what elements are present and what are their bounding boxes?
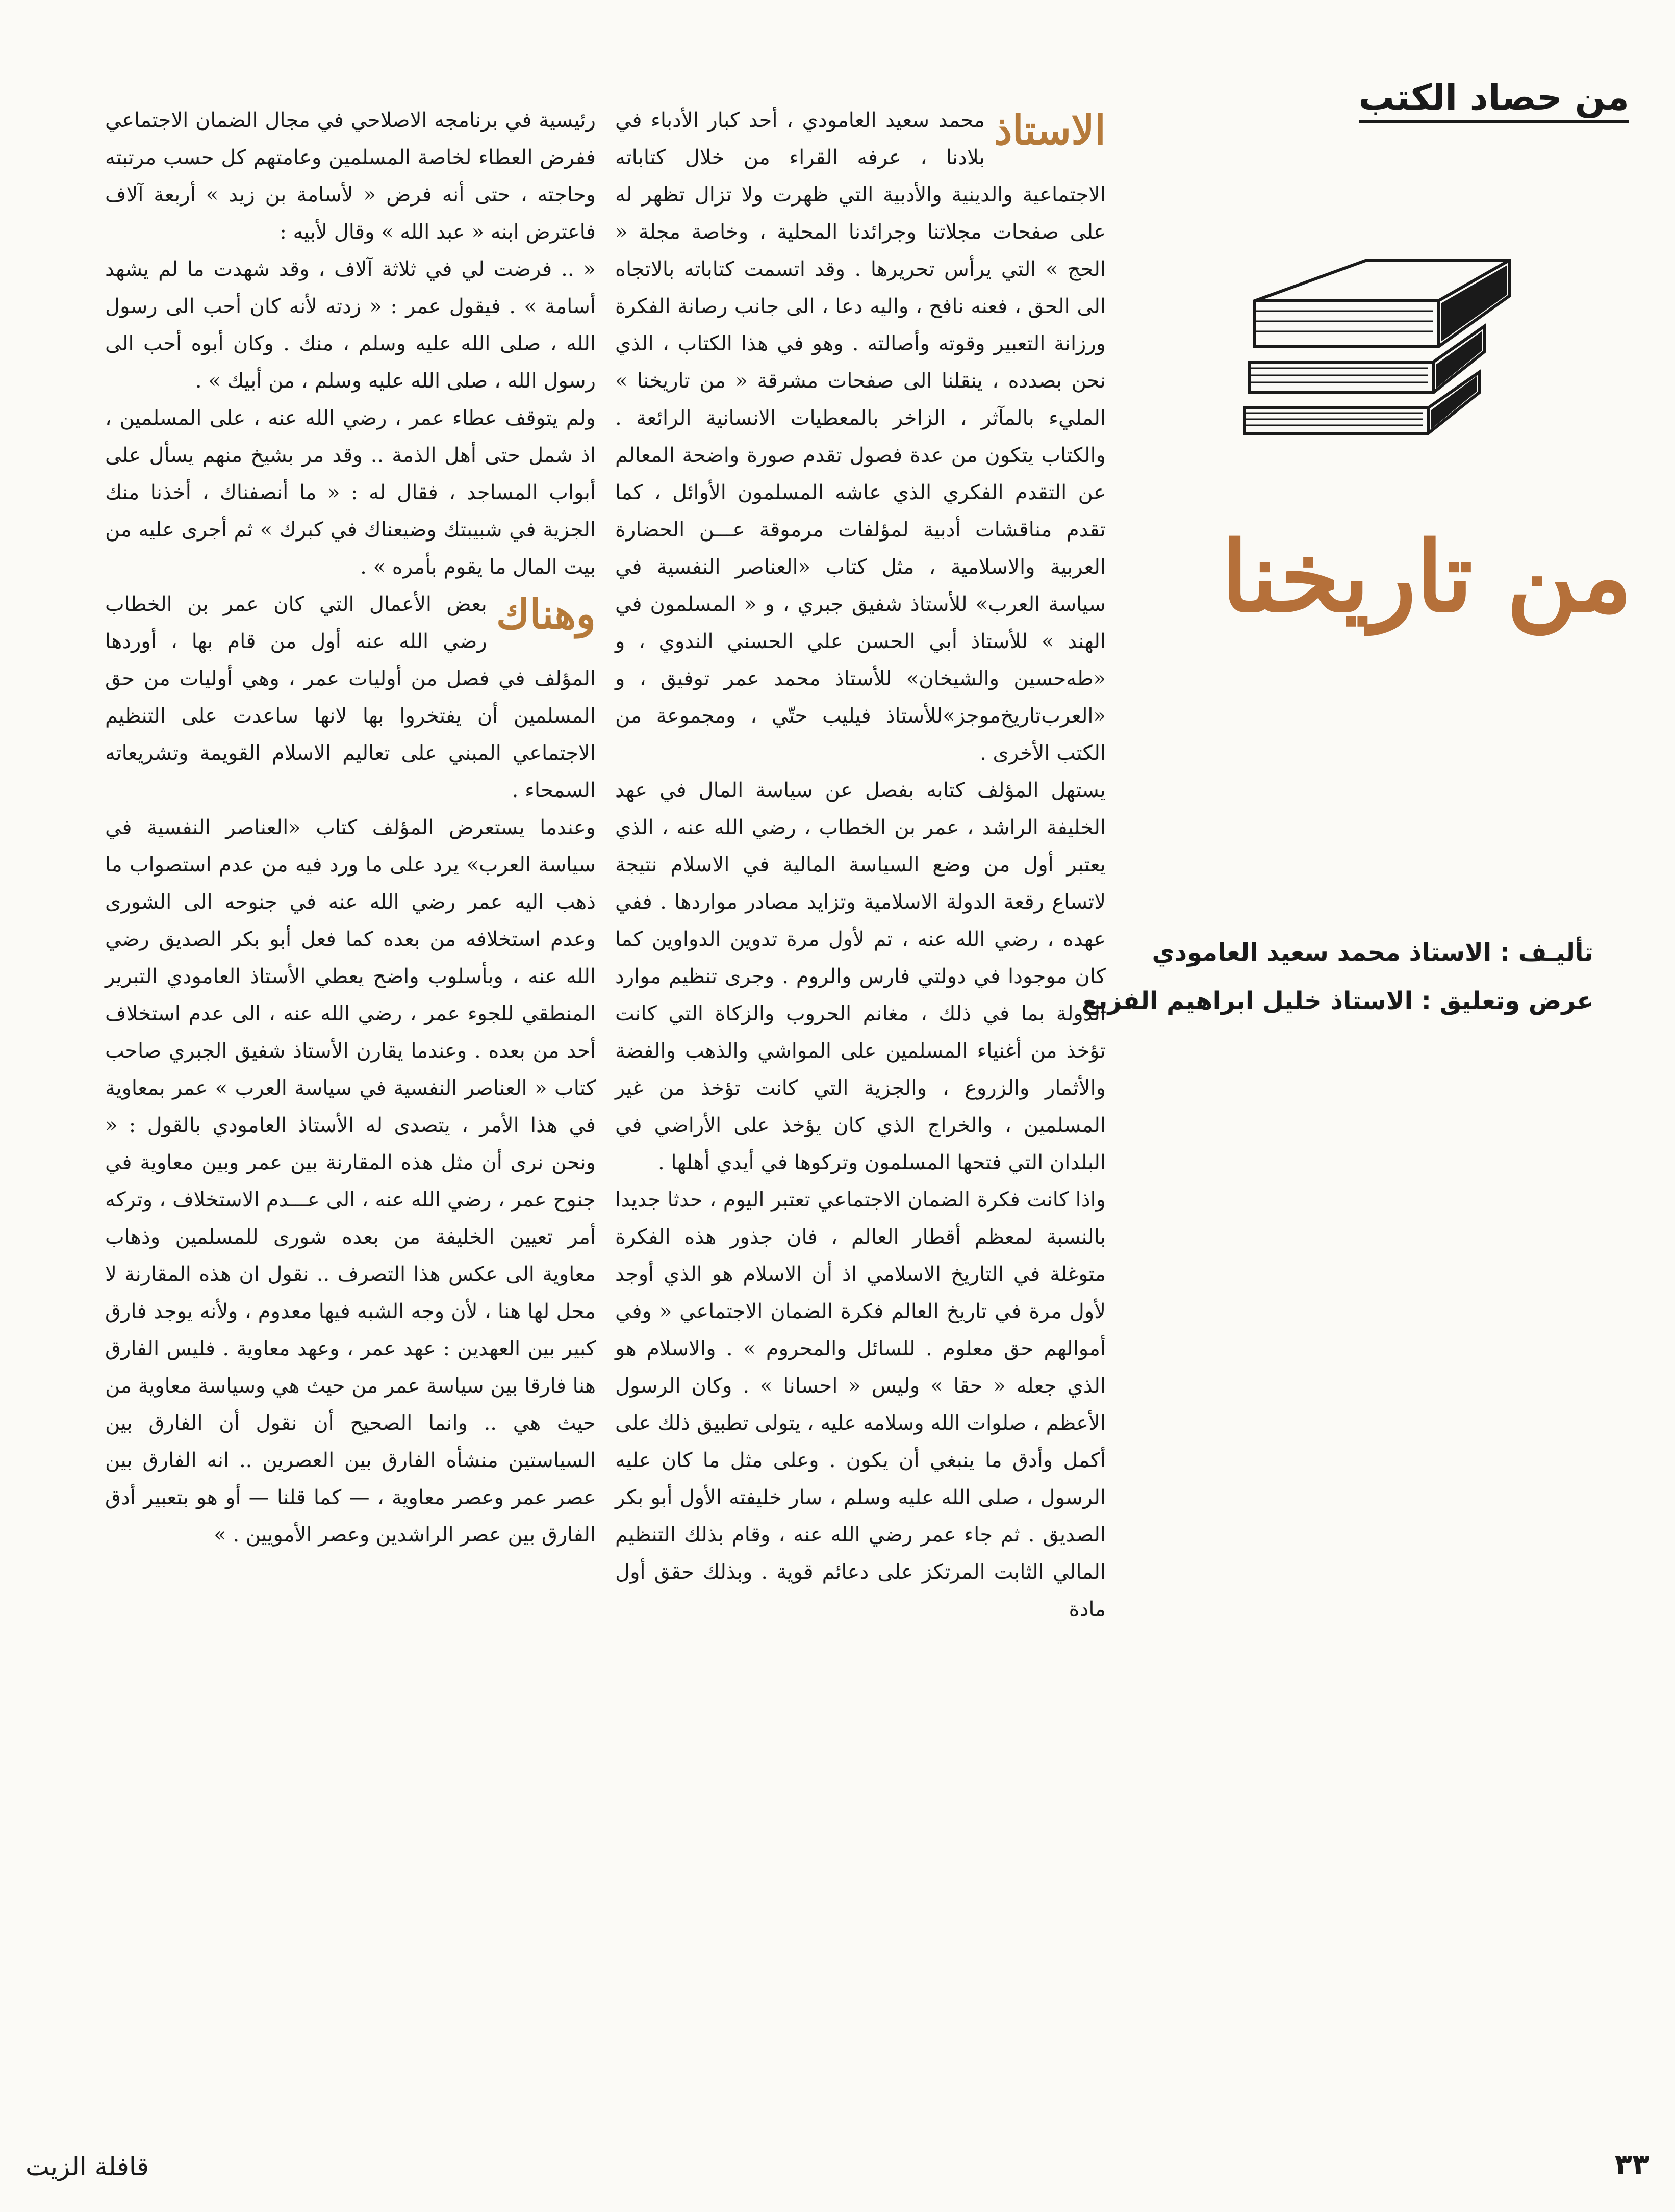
lead-word-ustadh: الاستاذ	[994, 106, 1106, 154]
series-title: من تاريخنا	[1221, 520, 1632, 634]
stacked-books-icon	[1234, 240, 1520, 454]
article-paragraph: واذا كانت فكرة الضمان الاجتماعي تعتبر اليوم ، حدثا جديدا بالنسبة لمعظم أقطار العالم ، فان جذور هذه الفكرة متوغلة في التاريخ الاسلامي اذ أن الاسلام هو الذي أوجد لأول مرة في تاريخ العالم فكرة الضمان الاجتماعي « وفي أموالهم حق معلوم . للسائل والمحروم » . والاسلام هو الذي جعله « حقا » وليس « احسانا » . وكان الرسول الأعظم ، صلوات الله وسلامه عليه ، يتولى تطبيق ذلك على أكمل وأدق ما ينبغي أن يكون . وعلى مثل ما كان عليه الرسول ، صلى الله عليه وسلم ، سار خليفته الأول أبو بكر الصديق . ثم جاء عمر رضي الله عنه ، وقام بذلك التنظيم المالي الثابت المرتكز على دعائم قوية . وبذلك حقق أول مادة	[615, 1188, 1106, 1621]
article-paragraph: « .. فرضت لي في ثلاثة آلاف ، وقد شهدت ما لم يشهد أسامة » . فيقول عمر : « زدته لأنه كان أحب الى رسول الله ، صلى الله عليه وسلم ، منك . وكان أبوه أحب الى رسول الله ، صلى الله عليه وسلم ، من أبيك » .	[105, 258, 596, 393]
article-paragraph: بعض الأعمال التي كان عمر بن الخطاب رضي الله عنه أول من قام بها ، أوردها المؤلف في فصل من أوليات عمر ، وهي أوليات من حق المسلمين أن يفتخروا بها لانها ساعدت على التنظيم الاجتماعي المبني على تعاليم الاسلام القويمة وتشريعاته السمحاء .	[105, 593, 596, 802]
lead-word-wahunak: وهناك	[496, 590, 596, 638]
article-paragraph: محمد سعيد العامودي ، أحد كبار الأدباء في بلادنا ، عرفه القراء من خلال كتاباته الاجتماعية والدينية والأدبية التي ظهرت ولا تزال تظهر له على صفحات مجلاتنا وجرائدنا المحلية ، وخاصة مجلة « الحج » التي يرأس تحريرها . وقد اتسمت كتاباته بالاتجاه الى الحق ، فعنه نافح ، واليه دعا ، الى جانب رصانة الفكرة ورزانة التعبير وقوته وأصالته . وهو في هذا الكتاب ، الذي نحن بصدده ، ينقلنا الى صفحات مشرقة « من تاريخنا » المليء بالمآثر ، الزاخر بالمعطيات الانسانية الرائعة . والكتاب يتكون من عدة فصول تقدم صورة واضحة المعالم عن التقدم الفكري الذي عاشه المسلمون الأوائل ، كما تقدم مناقشات أدبية لمؤلفات مرموقة عـــن الحضارة العربية والاسلامية ، مثل كتاب «العناصر النفسية في سياسة العرب» للأستاذ شفيق جبري ، و « المسلمون في الهند » للأستاذ أبي الحسن علي الحسني الندوي ، و «طه‌حسين والشيخان» للأستاذ محمد عمر توفيق ، و «العرب‌تاريخ‌موجز»للأستاذ فيليب حتّي ، ومجموعة من الكتب الأخرى .	[615, 109, 1106, 765]
article-column-middle	[615, 102, 1106, 2101]
article-paragraph: يستهل المؤلف كتابه بفصل عن سياسة المال في عهد الخليفة الراشد ، عمر بن الخطاب ، رضي الله عنه ، الذي يعتبر أول من وضع السياسة المالية في الاسلام نتيجة لاتساع رقعة الدولة الاسلامية وتزايد مصادر مواردها . ففي عهده ، رضي الله عنه ، تم لأول مرة تدوين الدواوين كما كان موجودا في دولتي فارس والروم . وجرى تنظيم موارد الدولة بما في ذلك ، مغانم الحروب والزكاة التي كانت تؤخذ من أغنياء المسلمين على المواشي والذهب والفضة والأثمار والزروع ، والجزية التي كانت تؤخذ من غير المسلمين ، والخراج الذي كان يؤخذ على الأراضي في البلدان التي فتحها المسلمون وتركوها في أيدي أهلها .	[615, 779, 1106, 1174]
article-paragraph: ولم يتوقف عطاء عمر ، رضي الله عنه ، على المسلمين ، اذ شمل حتى أهل الذمة .. وقد مر بشيخ منهم يسأل على أبواب المساجد ، فقال له : « ما أنصفناك ، أخذنا منك الجزية في شبيبتك وضيعناك في كبرك » ثم أجرى عليه من بيت المال ما يقوم بأمره » .	[105, 406, 596, 579]
section-label: من حصاد الكتب	[1359, 76, 1629, 123]
article-column-left	[105, 102, 596, 2101]
magazine-name: قافلة الزيت	[26, 2152, 149, 2181]
article-paragraph: رئيسية في برنامجه الاصلاحي في مجال الضمان الاجتماعي ففرض العطاء لخاصة المسلمين وعامتهم كل حسب مرتبته وحاجته ، حتى أنه فرض « لأسامة بن زيد » أربعة آلاف فاعترض ابنه « عبد الله » وقال لأبيه :	[105, 109, 596, 244]
author-credit: تأليـف : الاستاذ محمد سعيد العامودي	[1152, 938, 1593, 967]
reviewer-credit: عرض وتعليق : الاستاذ خليل ابراهيم الفزيع	[1081, 987, 1593, 1015]
page-number: ٣٣	[1614, 2148, 1649, 2181]
article-paragraph: وعندما يستعرض المؤلف كتاب «العناصر النفسية في سياسة العرب» يرد على ما ورد فيه من عدم استصواب ما ذهب اليه عمر رضي الله عنه في جنوحه الى الشورى وعدم استخلافه من بعده كما فعل أبو بكر الصديق رضي الله عنه ، وبأسلوب واضح يعطي الأستاذ العامودي التبرير المنطقي للجوء عمر ، رضي الله عنه ، الى عدم استخلاف أحد من بعده . وعندما يقارن الأستاذ شفيق الجبري صاحب كتاب « العناصر النفسية في سياسة العرب » عمر بمعاوية في هذا الأمر ، يتصدى له الأستاذ العامودي بالقول : « ونحن نرى أن مثل هذه المقارنة بين عمر وبين معاوية في جنوح عمر ، رضي الله عنه ، الى عـــدم الاستخلاف ، وتركه أمر تعيين الخليفة من بعده شورى للمسلمين وذهاب معاوية الى عكس هذا التصرف .. نقول ان هذه المقارنة لا محل لها هنا ، لأن وجه الشبه فيها معدوم ، ولأنه يوجد فارق كبير بين العهدين : عهد عمر ، وعهد معاوية . فليس الفارق هنا فارقا بين سياسة عمر من حيث هي وسياسة معاوية من حيث هي .. وانما الصحيح أن نقول أن الفارق بين السياستين منشأه الفارق بين العصرين .. انه الفارق بين عصر عمر وعصر معاوية ، — كما قلنا — أو هو بتعبير أدق الفارق بين عصر الراشدين وعصر الأمويين . »	[105, 816, 596, 1547]
